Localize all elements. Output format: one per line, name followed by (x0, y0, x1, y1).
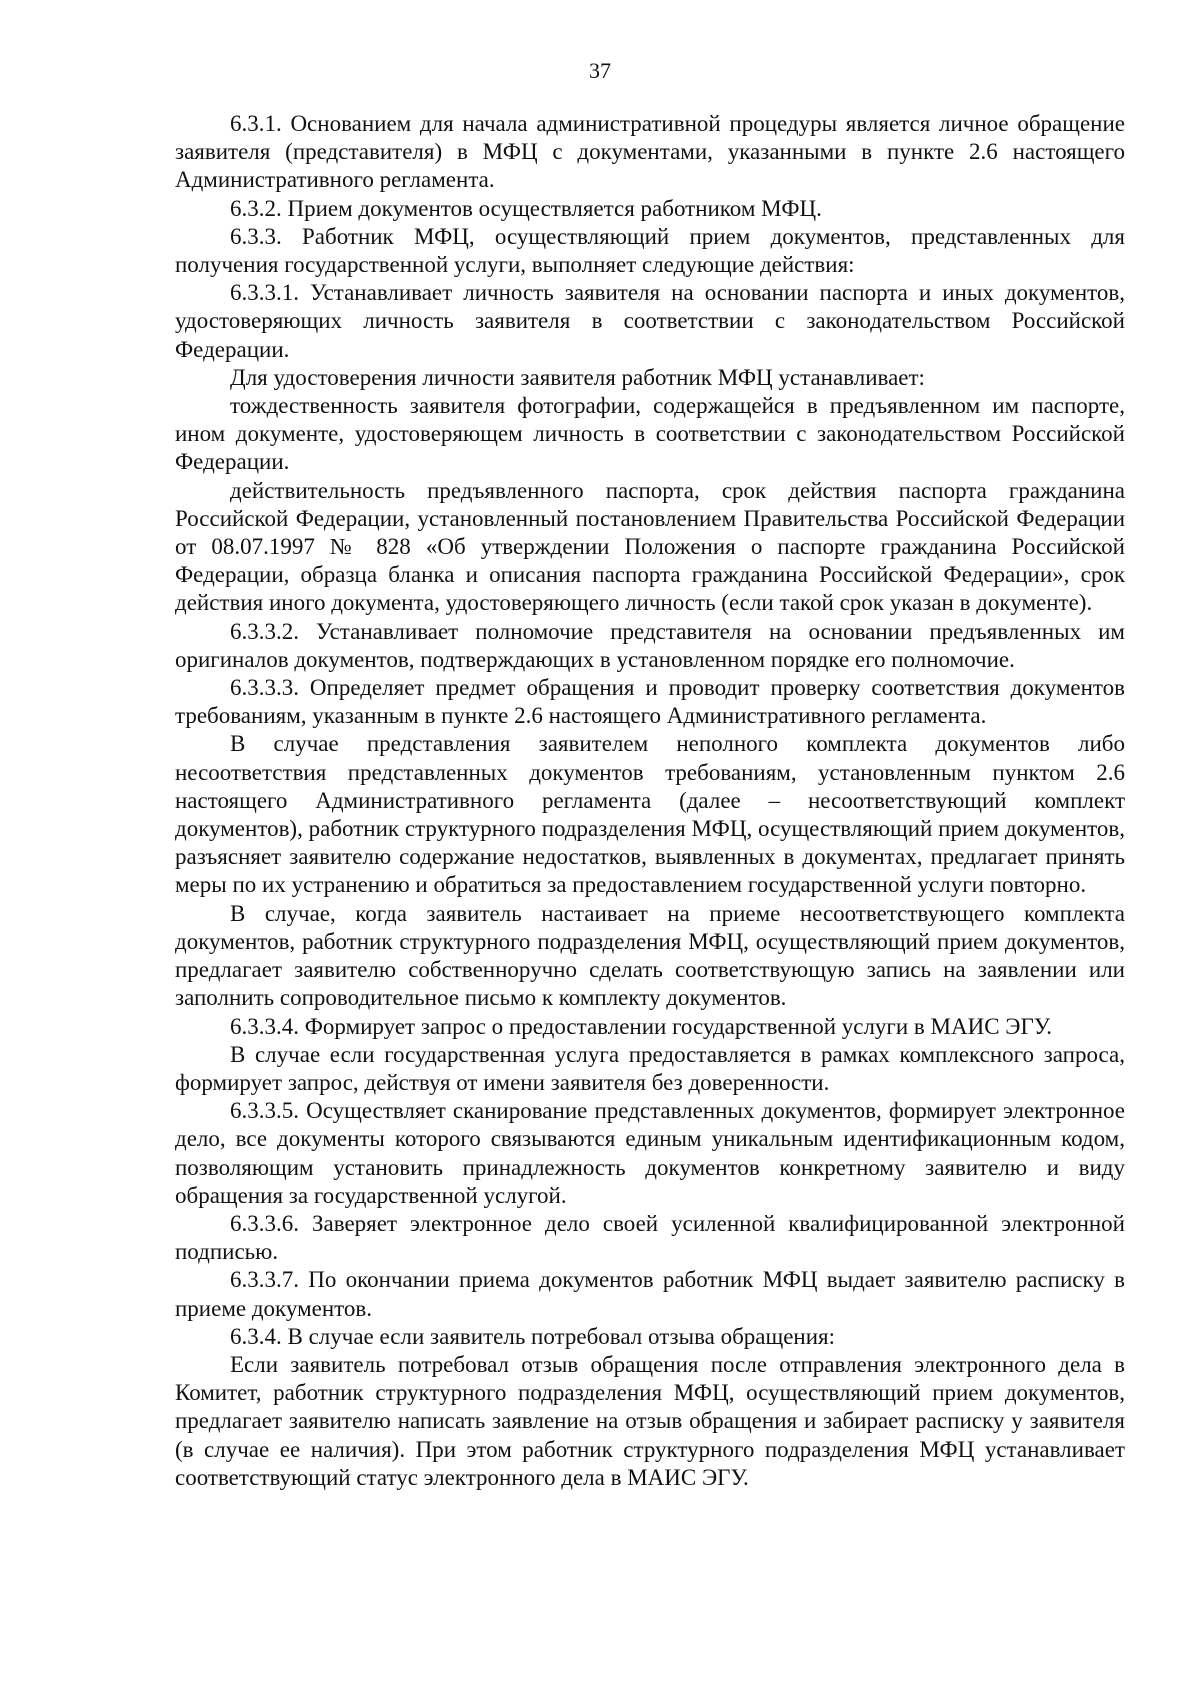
paragraph-6-3-3: 6.3.3. Работник МФЦ, осуществляющий прием документов, представленных для получения государственной услуги, выполняет следующие действия: (175, 223, 1125, 278)
paragraph-6-3-1: 6.3.1. Основанием для начала административной процедуры является личное обращение заявителя (представителя) в МФЦ с документами, указанными в пункте 2.6 настоящего Административного регламента. (175, 111, 1125, 193)
paragraph-6-3-2: 6.3.2. Прием документов осуществляется работником МФЦ. (230, 195, 822, 221)
paragraph-6-3-3-2: 6.3.3.2. Устанавливает полномочие представителя на основании предъявленных им оригиналов документов, подтверждающих в установленном порядке его полномочие. (175, 618, 1125, 672)
paragraph-identity-intro: Для удостоверения личности заявителя работник МФЦ устанавливает: (230, 364, 925, 390)
document-body (175, 110, 1125, 1492)
paragraph-withdrawal: Если заявитель потребовал отзыв обращения после отправления электронного дела в Комитет, работник структурного подразделения МФЦ, осуществляющий прием документов, предлагает заявителю написать заявление на отзыв обращения и забирает расписку у заявителя (в случае ее наличия). При этом работник структурного подразделения МФЦ устанавливает соответствующий статус электронного дела в МАИС ЭГУ. (175, 1351, 1125, 1490)
paragraph-passport-validity: действительность предъявленного паспорта, срок действия паспорта гражданина Российской Федерации, установленный постановлением Правительства Российской Федерации от 08.07.1997 № 828 «Об утверждении Положения о паспорте гражданина Российской Федерации, образца бланка и описания паспорта гражданина Российской Федерации», срок действия иного документа, удостоверяющего личность (если такой срок указан в документе). (175, 477, 1125, 616)
paragraph-6-3-4: 6.3.4. В случае если заявитель потребовал отзыва обращения: (230, 1323, 835, 1349)
paragraph-applicant-insists: В случае, когда заявитель настаивает на приеме несоответствующего комплекта документов, работник структурного подразделения МФЦ, осуществляющий прием документов, предлагает заявителю собственноручно сделать соответствующую запись на заявлении или заполнить сопроводительное письмо к комплекту документов. (175, 900, 1125, 1011)
paragraph-6-3-3-7: 6.3.3.7. По окончании приема документов работник МФЦ выдает заявителю расписку в приеме документов. (175, 1267, 1125, 1321)
paragraph-incomplete-set: В случае представления заявителем неполного комплекта документов либо несоответствия представленных документов требованиям, установленным пунктом 2.6 настоящего Административного регламента (далее – несоответствующий комплект документов), работник структурного подразделения МФЦ, осуществляющий прием документов, разъясняет заявителю содержание недостатков, выявленных в документах, предлагает принять меры по их устранению и обратиться за предоставлением государственной услуги повторно. (175, 731, 1125, 898)
paragraph-6-3-3-1: 6.3.3.1. Устанавливает личность заявителя на основании паспорта и иных документов, удостоверяющих личность заявителя в соответствии с законодательством Российской Федерации. (175, 280, 1125, 362)
page-number: 37 (589, 58, 611, 83)
paragraph-6-3-3-4: 6.3.3.4. Формирует запрос о предоставлении государственной услуги в МАИС ЭГУ. (230, 1013, 1053, 1039)
paragraph-identity-photo: тождественность заявителя фотографии, содержащейся в предъявленном им паспорте, ином документе, удостоверяющем личность в соответствии с законодательством Российской Федерации. (175, 393, 1125, 475)
paragraph-6-3-3-6: 6.3.3.6. Заверяет электронное дело своей усиленной квалифицированной электронной подписью. (175, 1210, 1125, 1265)
paragraph-complex-request: В случае если государственная услуга предоставляется в рамках комплексного запроса, формирует запрос, действуя от имени заявителя без доверенности. (175, 1041, 1125, 1095)
paragraph-6-3-3-3: 6.3.3.3. Определяет предмет обращения и проводит проверку соответствия документов требованиям, указанным в пункте 2.6 настоящего Административного регламента. (175, 675, 1125, 729)
paragraph-6-3-3-5: 6.3.3.5. Осуществляет сканирование представленных документов, формирует электронное дело, все документы которого связываются единым уникальным идентификационным кодом, позволяющим установить принадлежность документов конкретному заявителю и виду обращения за государственной услугой. (175, 1098, 1125, 1208)
